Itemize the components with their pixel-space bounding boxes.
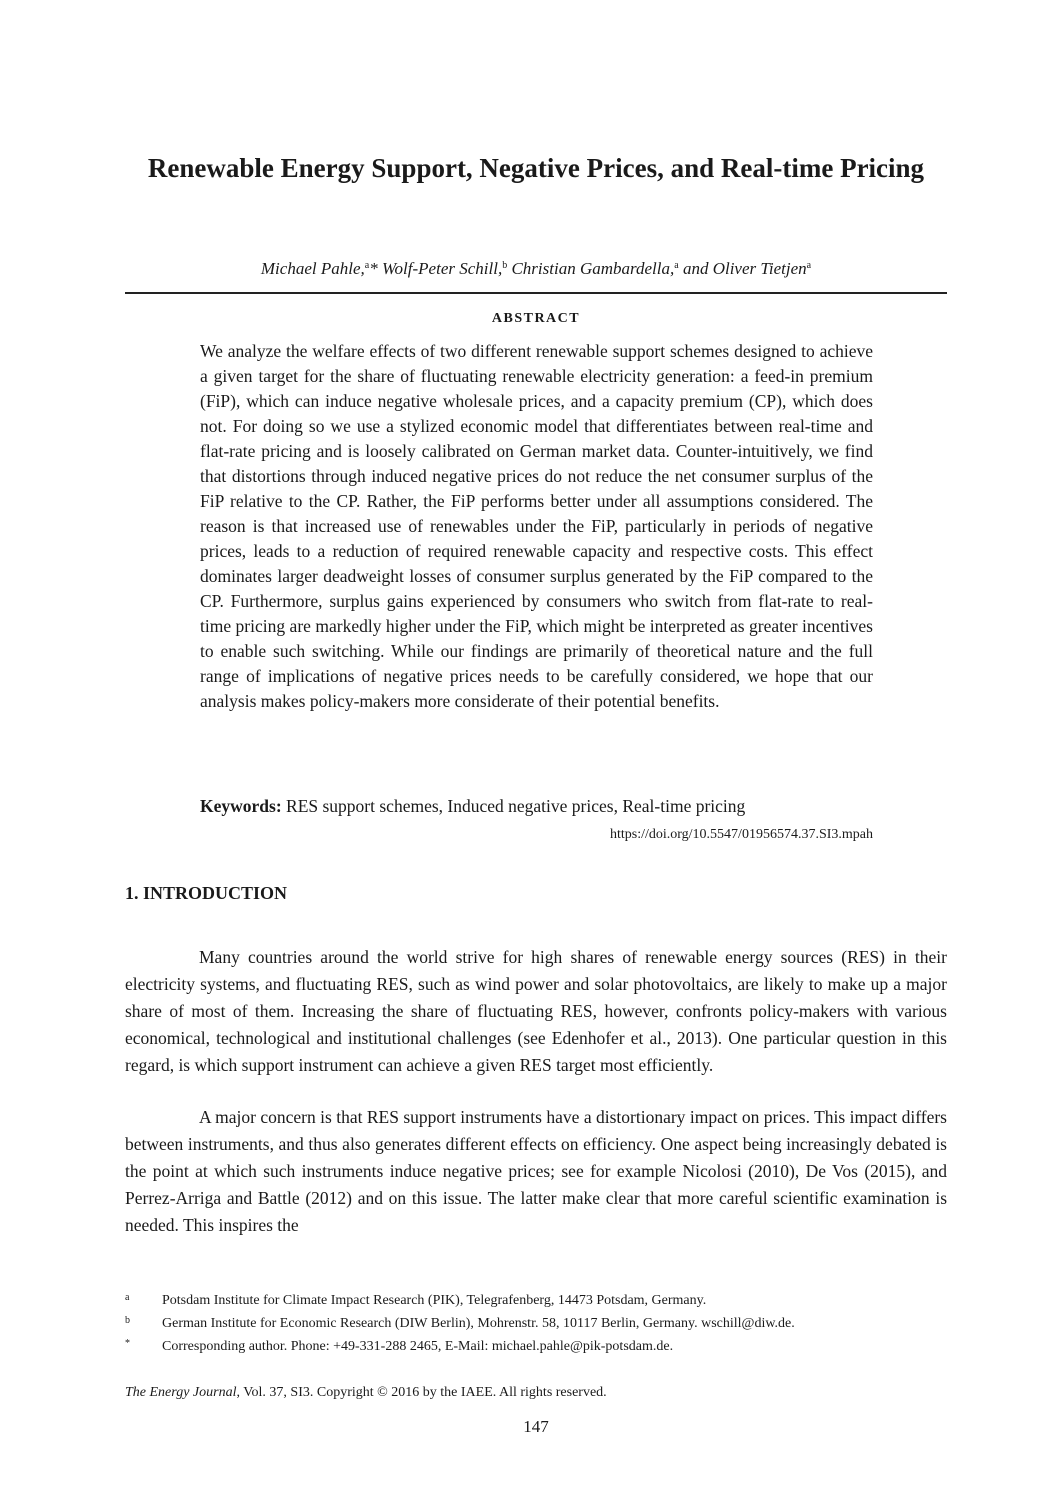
abstract-heading: ABSTRACT — [491, 311, 581, 326]
page-number: 147 — [523, 1417, 549, 1436]
abstract-text: We analyze the welfare effects of two different renewable support schemes designed to achieve a given target for the share of fluctuating renewable electricity generation: a feed-in premium (FiP), which can induce negative wholesale prices, and a capacity premium (CP), which does not. For doing so we use a stylized economic model that differentiates between real-time and flat-rate pricing and is loosely calibrated on German market data. Counter-intuitively, we find that distortions through induced negative prices do not reduce the net consumer surplus of the FiP relative to the CP. Rather, the FiP performs better under all assumptions considered. The reason is that increased use of renewables under the FiP, particularly in periods of negative prices, leads to a reduction of required renewable capacity and respective costs. This effect dominates larger deadweight losses of consumer surplus generated by the FiP compared to the CP. Furthermore, surplus gains experienced by consumers who switch from flat-rate to real-time pricing are markedly higher under the FiP, which might be interpreted as greater incentives to enable such switching. While our findings are primarily of theoretical nature and the full range of implications of negative prices needs to be carefully considered, we hope that our analysis makes policy-makers more considerate of their potential benefits. — [200, 341, 873, 711]
journal-name: The Energy Journal — [125, 1385, 237, 1400]
header-rule — [125, 292, 947, 294]
keywords-label: Keywords: — [200, 796, 282, 816]
affiliation-mark: b — [502, 260, 508, 271]
body-paragraph: Many countries around the world strive for high shares of renewable energy sources (RES) in their electricity systems, and fluctuating RES, such as wind power and solar photovoltaics, are likely to make up a major share of most of them. Increasing the share of fluctuating RES, however, confronts policy-makers with various economical, technological and institutional challenges (see Edenhofer et al., 2013). One particular question in this regard, is which support instrument can achieve a given RES target most efficiently. — [125, 947, 947, 1075]
affiliation-mark: a — [674, 260, 679, 271]
section-heading: 1. INTRODUCTION — [125, 883, 288, 903]
author-name: Christian Gambardella, — [511, 259, 675, 278]
body-paragraph: A major concern is that RES support instruments have a distortionary impact on prices. This impact differs between instruments, and thus also generates different effects on efficiency. One aspect being increasingly debated is the point at which such instruments induce negative prices; see for example Nicolosi (2010), De Vos (2015), and Perrez-Arriga and Battle (2012) and on this issue. The latter make clear that more careful scientific examination is needed. This inspires the — [125, 1107, 947, 1235]
footnote-text: German Institute for Economic Research (DIW Berlin), Mohrenstr. 58, 10117 Berlin, Germany. wschill@diw.de. — [162, 1316, 795, 1331]
paper-title: Renewable Energy Support, Negative Prices, and Real-time Pricing — [147, 153, 925, 183]
journal-citation — [125, 1384, 607, 1402]
author-name: Wolf-Peter Schill, — [381, 259, 503, 278]
author-name: and Oliver Tietjen — [682, 259, 807, 278]
doi-link[interactable]: https://doi.org/10.5547/01956574.37.SI3.mpah — [609, 827, 873, 842]
footnote-mark: * — [125, 1338, 130, 1349]
author-name: Michael Pahle, — [260, 259, 365, 278]
affiliation-mark: a — [806, 260, 812, 271]
keywords — [200, 794, 873, 819]
footnote-mark: a — [125, 1292, 130, 1303]
journal-details: , Vol. 37, SI3. Copyright © 2016 by the IAEE. All rights reserved. — [236, 1385, 607, 1400]
footnote-text: Potsdam Institute for Climate Impact Research (PIK), Telegrafenberg, 14473 Potsdam, Germany. — [162, 1293, 707, 1308]
footnote-mark: b — [125, 1315, 130, 1326]
affiliation-mark: a — [364, 260, 370, 271]
footnote-text: Corresponding author. Phone: +49-331-288 2465, E-Mail: michael.pahle@pik-potsdam.de. — [162, 1339, 674, 1354]
keywords-text: RES support schemes, Induced negative prices, Real-time pricing — [286, 796, 746, 816]
corresponding-mark: * — [369, 259, 378, 278]
author-list — [125, 257, 947, 281]
